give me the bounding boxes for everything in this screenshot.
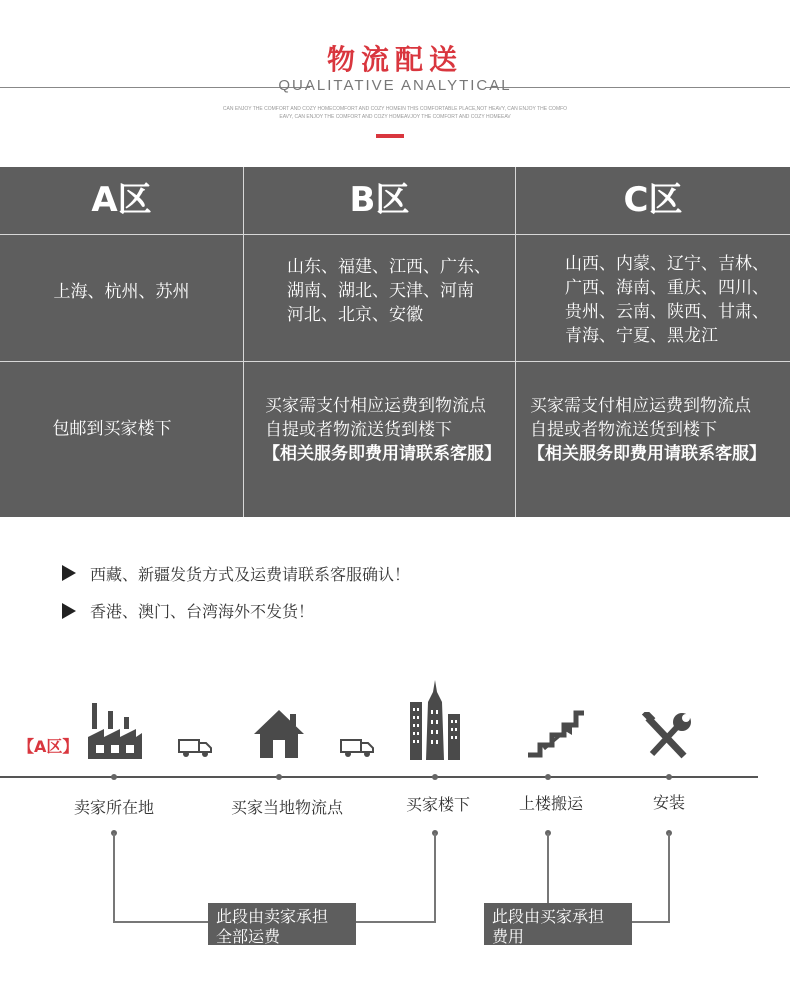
- step-seller-location: 卖家所在地: [73, 798, 154, 817]
- zone-a-regions: 上海、杭州、苏州: [53, 282, 190, 302]
- zone-c-shipping-note: 【相关服务即费用请联系客服】: [528, 444, 766, 464]
- page-title: 物流配送: [326, 43, 463, 76]
- connector-line: [632, 921, 670, 923]
- connector-line: [113, 833, 115, 923]
- fine-print-line-1: CAN ENJOY THE COMFORT AND COZY HOMECOMFORT AND COZY HOMEIN THIS COMFORTABLE PLACE,NOT HEAVY, CAN ENJOY THE COMFO: [222, 106, 568, 112]
- step-downstairs: 买家楼下: [405, 795, 470, 814]
- page-subtitle: QUALITATIVE ANALYTICAL: [278, 77, 512, 94]
- zone-b-shipping-note: 【相关服务即费用请联系客服】: [263, 444, 501, 464]
- step-dot: [276, 774, 282, 780]
- zone-table: [0, 167, 790, 517]
- step-local-logistics-point: 买家当地物流点: [230, 798, 343, 817]
- row-divider: [0, 361, 790, 362]
- play-arrow-icon: [62, 565, 76, 581]
- truck-icon: [340, 738, 374, 758]
- connector-line: [434, 833, 436, 923]
- step-installation: 安装: [652, 793, 685, 812]
- skyscraper-icon: [408, 680, 462, 760]
- callout-seller-cost: 此段由卖家承担 全部运费: [208, 903, 356, 945]
- step-dot: [545, 774, 551, 780]
- accent-bar: [376, 134, 404, 138]
- zone-a-title: A区: [91, 180, 152, 220]
- zone-b-title: B区: [349, 180, 410, 220]
- note-tibet-xinjiang: 西藏、新疆发货方式及运费请联系客服确认！: [90, 565, 411, 584]
- zone-b-regions: 山东、福建、江西、广东、 湖南、湖北、天津、河南 河北、北京、安徽: [287, 257, 491, 325]
- step-carry-upstairs: 上楼搬运: [518, 794, 583, 813]
- house-icon: [252, 708, 306, 760]
- zone-a-shipping: 包邮到买家楼下: [52, 419, 172, 439]
- connector-line: [356, 921, 436, 923]
- connector-line: [547, 833, 549, 903]
- play-arrow-icon: [62, 603, 76, 619]
- fine-print-line-2: EAVY, CAN ENJOY THE COMFORT AND COZY HOMEAVJOY THE COMFORT AND COZY HOMEEAV: [279, 114, 511, 120]
- factory-icon: [86, 703, 144, 759]
- zone-c-regions: 山西、内蒙、辽宁、吉林、 广西、海南、重庆、四川、 贵州、云南、陕西、甘肃、 青海、宁夏、黑龙江: [565, 254, 769, 346]
- connector-line: [668, 833, 670, 923]
- stairs-icon: [526, 707, 584, 759]
- truck-icon: [178, 738, 212, 758]
- callout-buyer-cost: 此段由买家承担 费用: [484, 903, 632, 945]
- step-dot: [432, 774, 438, 780]
- step-dot: [111, 774, 117, 780]
- connector-line: [113, 921, 208, 923]
- tools-icon: [642, 712, 692, 762]
- zone-b-shipping: 买家需支付相应运费到物流点 自提或者物流送货到楼下: [265, 396, 486, 440]
- note-no-overseas: 香港、澳门、台湾海外不发货！: [90, 602, 315, 621]
- flow-zone-label: 【A区】: [18, 737, 79, 756]
- zone-c-title: C区: [623, 180, 683, 220]
- step-dot: [666, 774, 672, 780]
- zone-c-shipping: 买家需支付相应运费到物流点 自提或者物流送货到楼下: [530, 396, 751, 440]
- row-divider: [0, 234, 790, 235]
